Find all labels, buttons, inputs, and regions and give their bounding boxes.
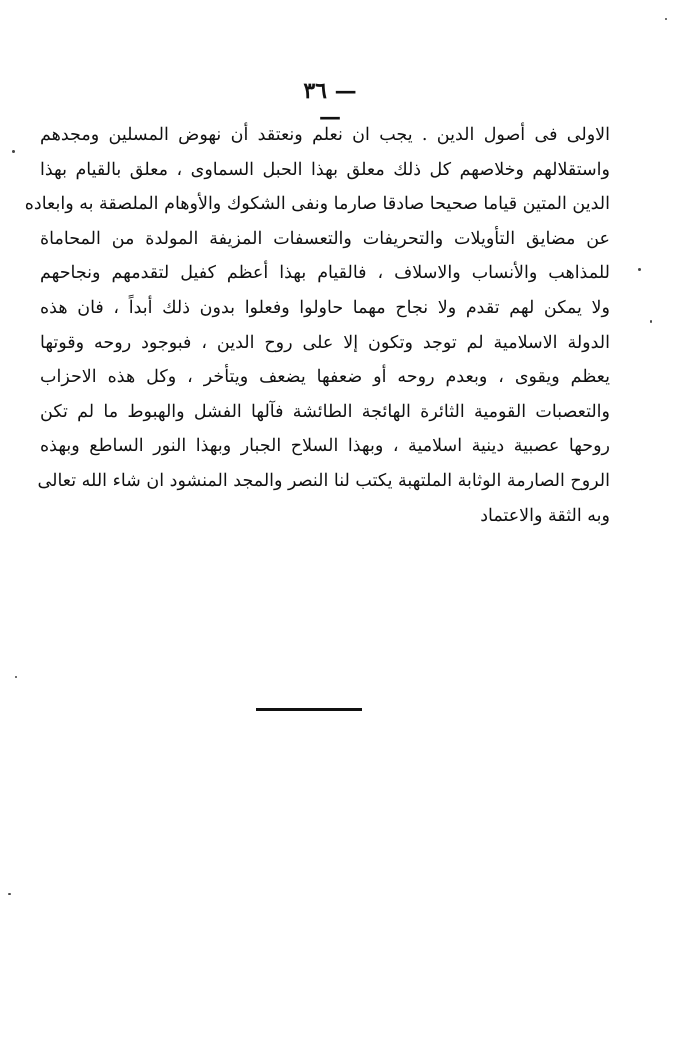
text-line: روحها عصبية دينية اسلامية ، وبهذا السلاح الجبار وبهذا النور الساطع وبهذه	[40, 436, 610, 457]
text-line: واستقلالهم وخلاصهم كل ذلك معلق بهذا الحبل السماوى ، معلق بالقيام بهذا	[40, 159, 610, 180]
text-line: والتعصبات القومية الثائرة الهائجة الطائشة فآلها الفشل والهبوط ما لم تكن	[40, 401, 610, 422]
scan-speck	[638, 268, 641, 271]
scan-speck	[15, 676, 17, 678]
text-line: الدين المتين قياما صحيحا صادقا صارما ونفى الشكوك والأوهام الملصقة به وابعاده	[24, 194, 610, 215]
section-divider	[256, 708, 362, 711]
text-line: ولا يمكن لهم تقدم ولا نجاح مهما حاولوا وفعلوا بدون ذلك أبداً ، فان هذه	[40, 297, 610, 318]
scan-speck	[650, 320, 652, 323]
text-line: الروح الصارمة الوثابة الملتهبة يكتب لنا النصر والمجد المنشود ان شاء الله تعالى	[37, 470, 610, 491]
text-line: وبه الثقة والاعتماد	[480, 505, 610, 526]
text-line: الاولى فى أصول الدين . يجب ان نعلم ونعتقد أن نهوض المسلين ومجدهم	[40, 125, 610, 145]
text-line: الدولة الاسلامية لم توجد وتكون إلا على روح الدين ، فبوجود روحه وقوتها	[40, 332, 610, 353]
scan-speck	[8, 893, 11, 895]
scan-speck	[12, 150, 15, 153]
text-line: للمذاهب والأنساب والاسلاف ، فالقيام بهذا أعظم كفيل لتقدمهم ونجاحهم	[40, 263, 610, 284]
body-text	[24, 118, 610, 533]
text-line: يعظم ويقوى ، وبعدم روحه أو ضعفها يضعف ويتأخر ، وكل هذه الاحزاب	[40, 367, 610, 388]
page-number: — ٣٦ —	[303, 78, 357, 130]
text-line: عن مضايق التأويلات والتحريفات والتعسفات المزيفة المولدة من المحاماة	[40, 228, 610, 249]
scan-speck	[665, 18, 667, 20]
